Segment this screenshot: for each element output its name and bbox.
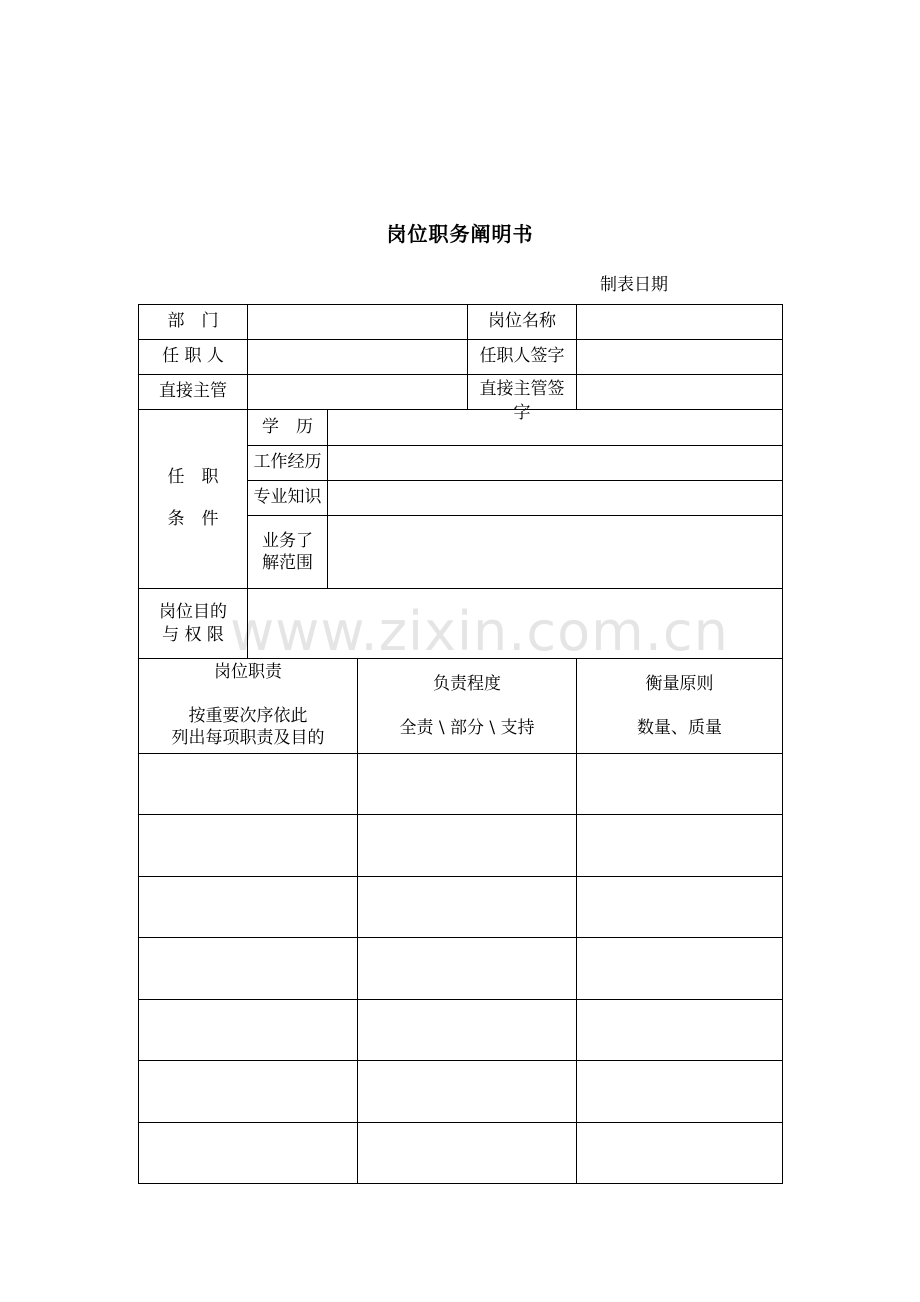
business-scope-line2: 解范围 [262,553,313,573]
duty-row-3-responsibility[interactable] [138,876,358,938]
incumbent-signature-label-text: 任职人签字 [479,346,565,367]
requirements-group-label [138,409,248,589]
department-label [138,304,248,340]
position-name-label-text: 岗位名称 [488,311,556,332]
duty-row-1-measure[interactable] [576,753,783,815]
purpose-field[interactable] [247,588,783,659]
duty-row-4-degree[interactable] [357,937,577,1000]
duty-row-1-responsibility[interactable] [138,753,358,815]
work-experience-label [247,445,328,481]
professional-knowledge-label [247,480,328,516]
professional-knowledge-field[interactable] [327,480,783,516]
purpose-label [138,588,248,659]
purpose-label-line2: 与 权 限 [162,624,224,645]
incumbent-label-text: 任 职 人 [162,346,224,367]
incumbent-signature-field[interactable] [576,339,783,375]
duty-row-7-responsibility[interactable] [138,1122,358,1184]
duties-col3-note: 数量、质量 [637,718,722,738]
incumbent-signature-label [467,339,577,375]
incumbent-label [138,339,248,375]
duties-col1-note-line1: 按重要次序依此 [188,706,308,727]
purpose-label-line1: 岗位目的 [159,602,227,623]
professional-knowledge-label-text: 专业知识 [253,487,322,508]
education-field[interactable] [327,409,783,446]
duty-row-4-measure[interactable] [576,937,783,1000]
duty-row-6-responsibility[interactable] [138,1060,358,1123]
duty-row-3-degree[interactable] [357,876,577,938]
education-label-text: 学 历 [262,416,313,437]
supervisor-signature-field[interactable] [576,374,783,410]
duties-header-col1 [138,658,358,754]
duties-col2-note: 全责 \ 部分 \ 支持 [399,718,535,738]
business-scope-field[interactable] [327,515,783,589]
supervisor-label [138,374,248,410]
department-label-text: 部 门 [167,311,219,332]
duties-col1-note-line2: 列出每项职责及目的 [171,728,325,749]
incumbent-field[interactable] [247,339,468,375]
duty-row-6-degree[interactable] [357,1060,577,1123]
supervisor-field[interactable] [247,374,468,410]
duties-header-col2 [357,658,577,754]
department-field[interactable] [247,304,468,340]
watermark: www.zixin.com.cn [230,600,729,663]
duty-row-2-measure[interactable] [576,814,783,877]
document-title: 岗位职务阐明书 [386,222,534,246]
work-experience-field[interactable] [327,445,783,481]
duty-row-7-degree[interactable] [357,1122,577,1184]
duty-row-2-degree[interactable] [357,814,577,877]
duties-header-col3 [576,658,783,754]
duties-col3-title: 衡量原则 [645,673,714,694]
date-label: 制表日期 [600,275,668,295]
supervisor-label-text: 直接主管 [159,381,227,402]
work-experience-label-text: 工作经历 [253,452,322,473]
business-scope-label [247,515,328,589]
duty-row-2-responsibility[interactable] [138,814,358,877]
requirements-label-line2: 条 件 [167,509,219,529]
duties-col2-title: 负责程度 [432,673,501,694]
requirements-label-line1: 任 职 [167,467,219,488]
supervisor-signature-label-text: 直接主管签字 [479,379,565,423]
duty-row-1-degree[interactable] [357,753,577,815]
education-label [247,409,328,446]
position-name-label [467,304,577,340]
duty-row-5-degree[interactable] [357,999,577,1061]
duty-row-7-measure[interactable] [576,1122,783,1184]
duty-row-3-measure[interactable] [576,876,783,938]
duties-col1-title: 岗位职责 [214,662,282,682]
duty-row-6-measure[interactable] [576,1060,783,1123]
business-scope-line1: 业务了 [262,530,313,551]
duty-row-4-responsibility[interactable] [138,937,358,1000]
supervisor-signature-label [467,374,577,423]
duty-row-5-responsibility[interactable] [138,999,358,1061]
duty-row-5-measure[interactable] [576,999,783,1061]
position-name-field[interactable] [576,304,783,340]
